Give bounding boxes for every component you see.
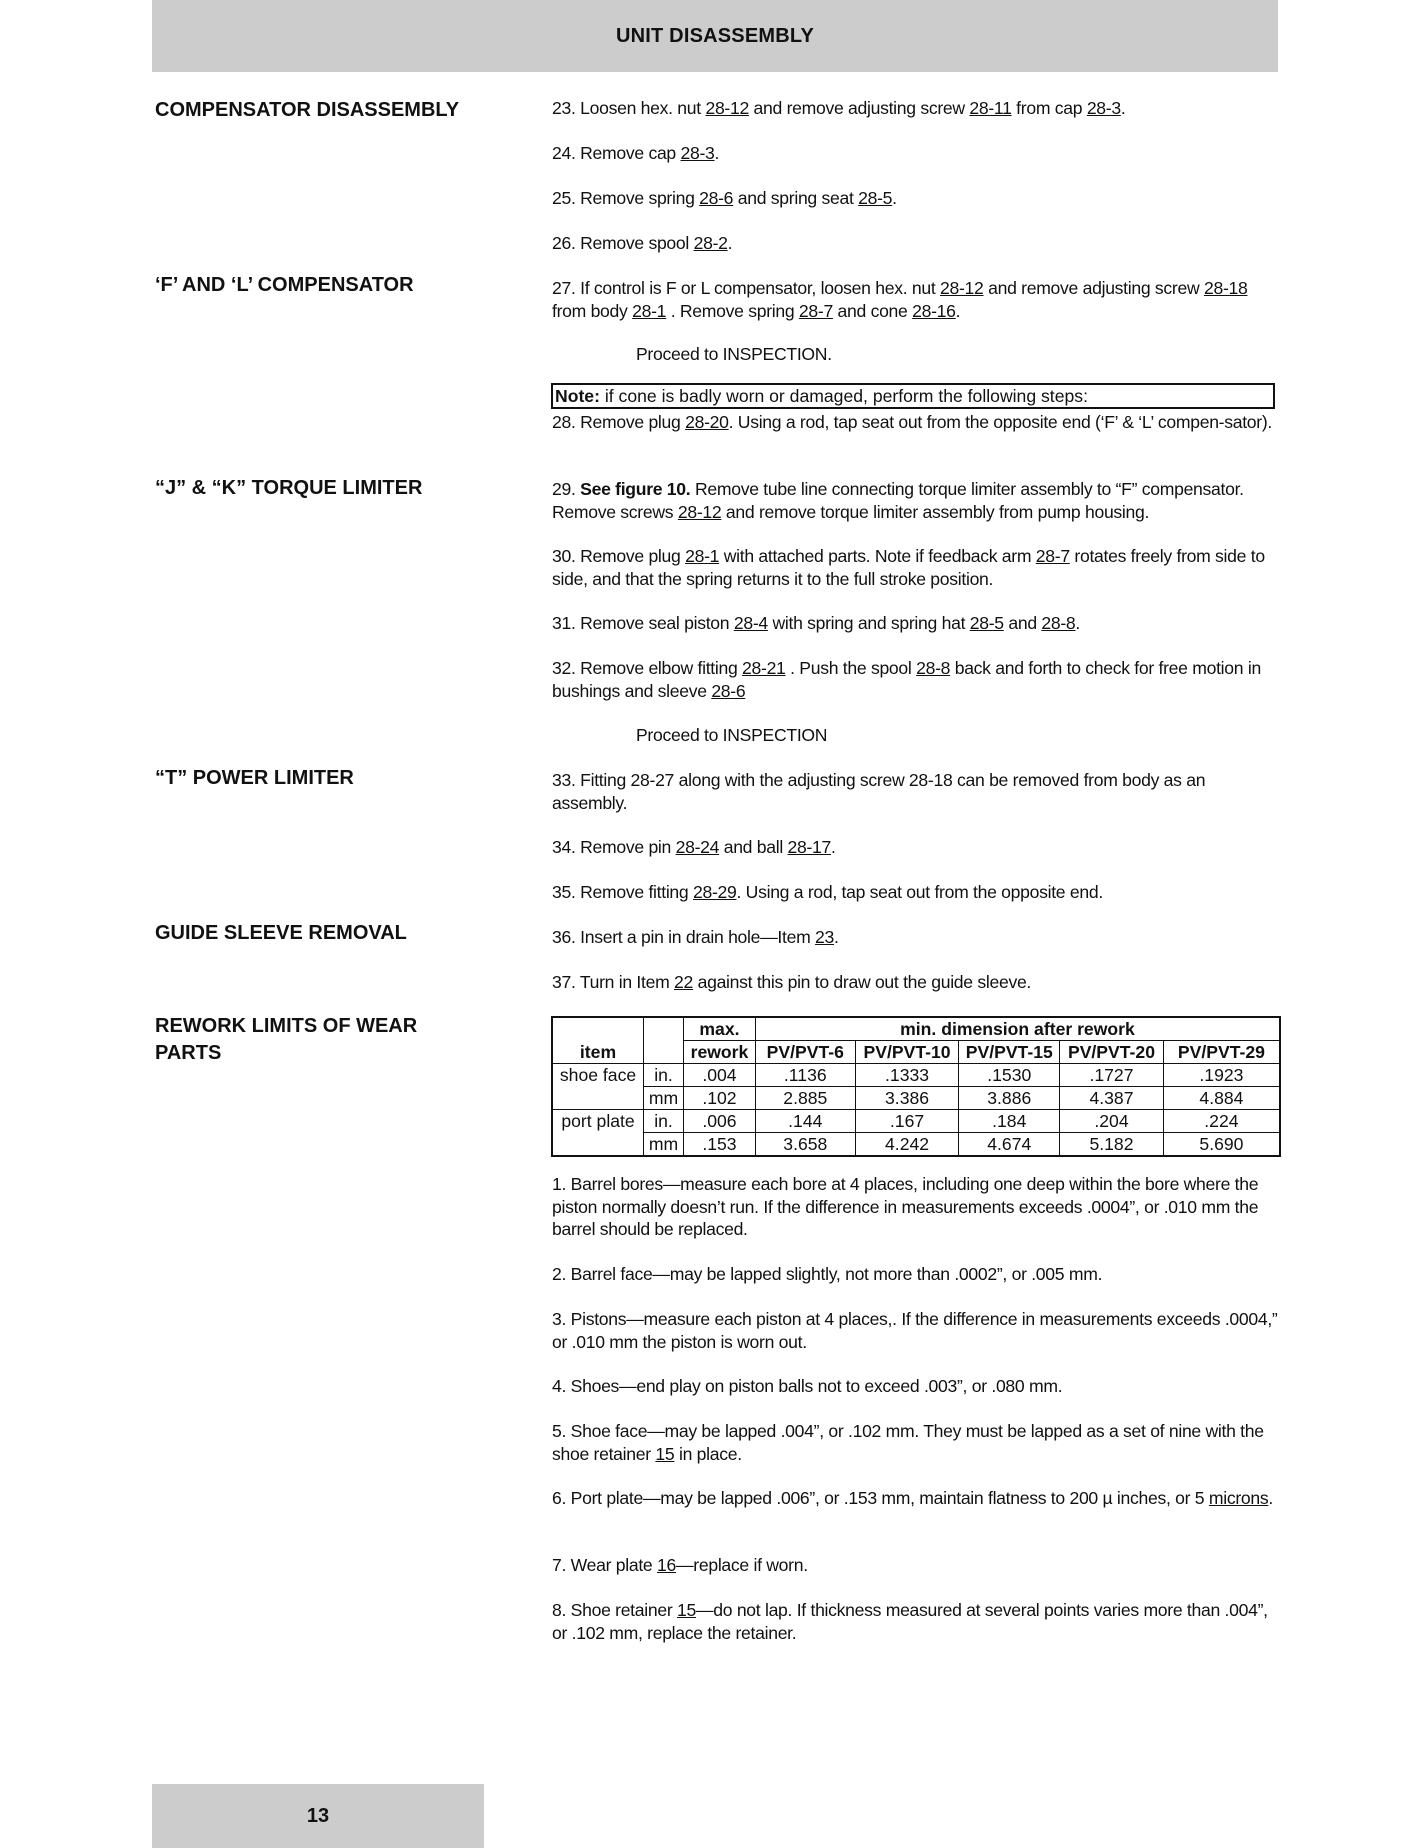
step-28: 28. Remove plug 28-20. Using a rod, tap seat out from the opposite end (‘F’ & ‘L’ compen-sator). (552, 412, 1272, 432)
rework-limits-table (551, 1016, 1281, 1157)
unit-cell: in. (644, 1064, 684, 1087)
step-33: 33. Fitting 28-27 along with the adjusting screw 28-18 can be removed from body as an assembly. (552, 770, 1206, 813)
header-item: item (552, 1041, 644, 1064)
step-35: 35. Remove fitting 28-29. Using a rod, tap seat out from the opposite end. (552, 882, 1103, 902)
part-ref-link: 28-1 (685, 546, 720, 566)
step-26: 26. Remove spool 28-2. (552, 233, 733, 253)
header-rework: rework (684, 1041, 756, 1064)
part-ref-link: 28-12 (940, 278, 984, 298)
value-cell: .144 (755, 1110, 855, 1133)
header-model: PV/PVT-29 (1163, 1041, 1280, 1064)
value-cell: 3.658 (755, 1133, 855, 1157)
item-cell: shoe face (559, 1065, 637, 1086)
microns-link: microns (1208, 1488, 1269, 1508)
max-cell: .102 (684, 1087, 756, 1110)
part-ref-link: 28-29 (693, 882, 737, 902)
item-cell (552, 1133, 644, 1157)
part-ref-link: 28-5 (858, 188, 893, 208)
limit-6-port-plate: 6. Port plate—may be lapped .006”, or .153 mm, maintain flatness to 200 µ inches, or 5 microns. (552, 1488, 1273, 1508)
value-cell: .1923 (1163, 1064, 1280, 1087)
part-ref-link: 28-8 (916, 658, 951, 678)
value-cell: .204 (1060, 1110, 1164, 1133)
limit-1-barrel-bores: 1. Barrel bores—measure each bore at 4 places, including one deep within the bore where the piston normally doesn’t run. If the difference in measurements exceeds .0004”, or .010 mm the barrel should be replaced. (552, 1174, 1259, 1239)
unit-cell: mm (644, 1087, 684, 1110)
part-ref-link: 28-16 (912, 300, 956, 321)
note-text: if cone is badly worn or damaged, perform the following steps: (599, 386, 1088, 406)
part-ref-link: 22 (674, 972, 694, 992)
header-model: PV/PVT-6 (755, 1041, 855, 1064)
part-ref-link: 28-6 (711, 680, 746, 701)
value-cell: 4.242 (855, 1133, 959, 1157)
page-number: 13 (306, 1804, 330, 1827)
part-ref-link: 28-6 (699, 188, 734, 208)
step-25: 25. Remove spring 28-6 and spring seat 28-5. (552, 188, 897, 208)
heading-jk-torque-limiter: “J” & “K” TORQUE LIMITER (155, 477, 423, 499)
table-row (552, 1110, 1280, 1133)
value-cell: 4.884 (1163, 1087, 1280, 1110)
heading-guide-sleeve-removal: GUIDE SLEEVE REMOVAL (155, 922, 407, 944)
value-cell: 3.386 (855, 1087, 959, 1110)
value-cell: .184 (959, 1110, 1060, 1133)
value-cell: 4.674 (959, 1133, 1060, 1157)
item-cell (552, 1087, 644, 1110)
part-ref-link: 28-2 (693, 233, 728, 253)
part-ref-link: 28-4 (733, 613, 768, 633)
part-ref-link: 28-8 (1041, 613, 1076, 633)
part-ref-link: 28-7 (1035, 546, 1070, 566)
step-32: 32. Remove elbow fitting 28-21 . Push the spool 28-8 back and forth to check for free motion in bushings and sleeve 28-6 (552, 658, 1261, 701)
step-31: 31. Remove seal piston 28-4 with spring and spring hat 28-5 and 28-8. (552, 613, 1081, 633)
value-cell: 5.690 (1163, 1133, 1280, 1157)
limit-3-pistons: 3. Pistons—measure each piston at 4 places,. If the difference in measurements exceeds .0004,” or .010 mm the piston is worn out. (552, 1309, 1278, 1352)
value-cell: 3.886 (959, 1087, 1060, 1110)
limit-8-shoe-retainer: 8. Shoe retainer 15—do not lap. If thickness measured at several points varies more than .004”, or .102 mm, replace the retainer. (552, 1600, 1268, 1643)
value-cell: .1333 (855, 1064, 959, 1087)
note-label: Note: (555, 386, 600, 406)
step-24: 24. Remove cap 28-3. (552, 143, 720, 163)
header-model: PV/PVT-10 (855, 1041, 959, 1064)
limit-7-wear-plate: 7. Wear plate 16—replace if worn. (552, 1555, 808, 1575)
header-model: PV/PVT-20 (1060, 1041, 1164, 1064)
step-29: 29. See figure 10. Remove tube line connecting torque limiter assembly to “F” compensator. Remove screws 28-12 and remove torque limiter assembly from pump housing. (552, 479, 1244, 522)
header-max: max. (684, 1017, 756, 1041)
page-title: UNIT DISASSEMBLY (615, 24, 815, 47)
unit-cell: in. (644, 1110, 684, 1133)
part-ref-link: 28-3 (680, 143, 715, 163)
unit-cell: mm (644, 1133, 684, 1157)
part-ref-link: 28-7 (798, 300, 833, 321)
value-cell: 2.885 (755, 1087, 855, 1110)
part-ref-link: 28-3 (1086, 98, 1121, 118)
heading-rework-limits: REWORK LIMITS OF WEAR PARTS (155, 1015, 418, 1064)
part-ref-link: 28-12 (677, 501, 722, 522)
step-36: 36. Insert a pin in drain hole—Item 23. (552, 927, 839, 947)
table-row (552, 1064, 1280, 1087)
limit-2-barrel-face: 2. Barrel face—may be lapped slightly, not more than .0002”, or .005 mm. (552, 1264, 1103, 1284)
value-cell: .167 (855, 1110, 959, 1133)
value-cell: .1727 (1060, 1064, 1164, 1087)
part-ref-link: 28-21 (742, 658, 786, 678)
step-30: 30. Remove plug 28-1 with attached parts. Note if feedback arm 28-7 rotates freely from side to side, and that the spring returns it to the full stroke position. (552, 546, 1265, 589)
step-23: 23. Loosen hex. nut 28-12 and remove adjusting screw 28-11 from cap 28-3. (552, 98, 1126, 118)
table-row (552, 1133, 1280, 1157)
max-cell: .153 (684, 1133, 756, 1157)
item-cell: port plate (561, 1111, 635, 1132)
part-ref-link: 28-1 (632, 300, 667, 321)
part-ref-link: 28-24 (675, 837, 720, 857)
value-cell: .1530 (959, 1064, 1060, 1087)
heading-compensator-disassembly: COMPENSATOR DISASSEMBLY (155, 99, 460, 121)
part-ref-link: 28-5 (969, 613, 1004, 633)
value-cell: 4.387 (1060, 1087, 1164, 1110)
header-min-dimension: min. dimension after rework (755, 1017, 1280, 1041)
value-cell: 5.182 (1060, 1133, 1164, 1157)
proceed-to-inspection-2: Proceed to INSPECTION (636, 725, 828, 745)
value-cell: .224 (1163, 1110, 1280, 1133)
proceed-to-inspection-1: Proceed to INSPECTION. (636, 344, 832, 364)
step-34: 34. Remove pin 28-24 and ball 28-17. (552, 837, 836, 857)
page-footer-bar (152, 1784, 484, 1848)
max-cell: .004 (684, 1064, 756, 1087)
part-ref-link: 28-12 (705, 98, 749, 118)
page-header-bar (152, 0, 1278, 72)
header-model: PV/PVT-15 (959, 1041, 1060, 1064)
part-ref-link: 28-18 (1203, 278, 1248, 298)
step-37: 37. Turn in Item 22 against this pin to draw out the guide sleeve. (552, 972, 1032, 992)
heading-t-power-limiter: “T” POWER LIMITER (155, 767, 354, 789)
part-ref-link: 23 (815, 927, 835, 947)
table-row (552, 1087, 1280, 1110)
max-cell: .006 (684, 1110, 756, 1133)
part-ref-link: 16 (657, 1555, 676, 1575)
note-box (551, 383, 1275, 409)
part-ref-link: 28-20 (685, 412, 729, 432)
limit-5-shoe-face: 5. Shoe face—may be lapped .004”, or .102 mm. They must be lapped as a set of nine with the shoe retainer 15 in place. (552, 1421, 1264, 1464)
part-ref-link: 15 (655, 1443, 675, 1464)
limit-4-shoes: 4. Shoes—end play on piston balls not to exceed .003”, or .080 mm. (552, 1376, 1063, 1396)
step-27: 27. If control is F or L compensator, loosen hex. nut 28-12 and remove adjusting screw 28-18 from body 28-1 . Remove spring 28-7 and cone 28-16. (552, 278, 1248, 321)
part-ref-link: 28-17 (787, 837, 832, 857)
part-ref-link: 15 (676, 1600, 696, 1620)
value-cell: .1136 (755, 1064, 855, 1087)
figure-reference: See figure 10. (580, 479, 691, 499)
part-ref-link: 28-11 (969, 98, 1012, 118)
heading-fl-compensator: ‘F’ AND ‘L’ COMPENSATOR (155, 274, 414, 296)
